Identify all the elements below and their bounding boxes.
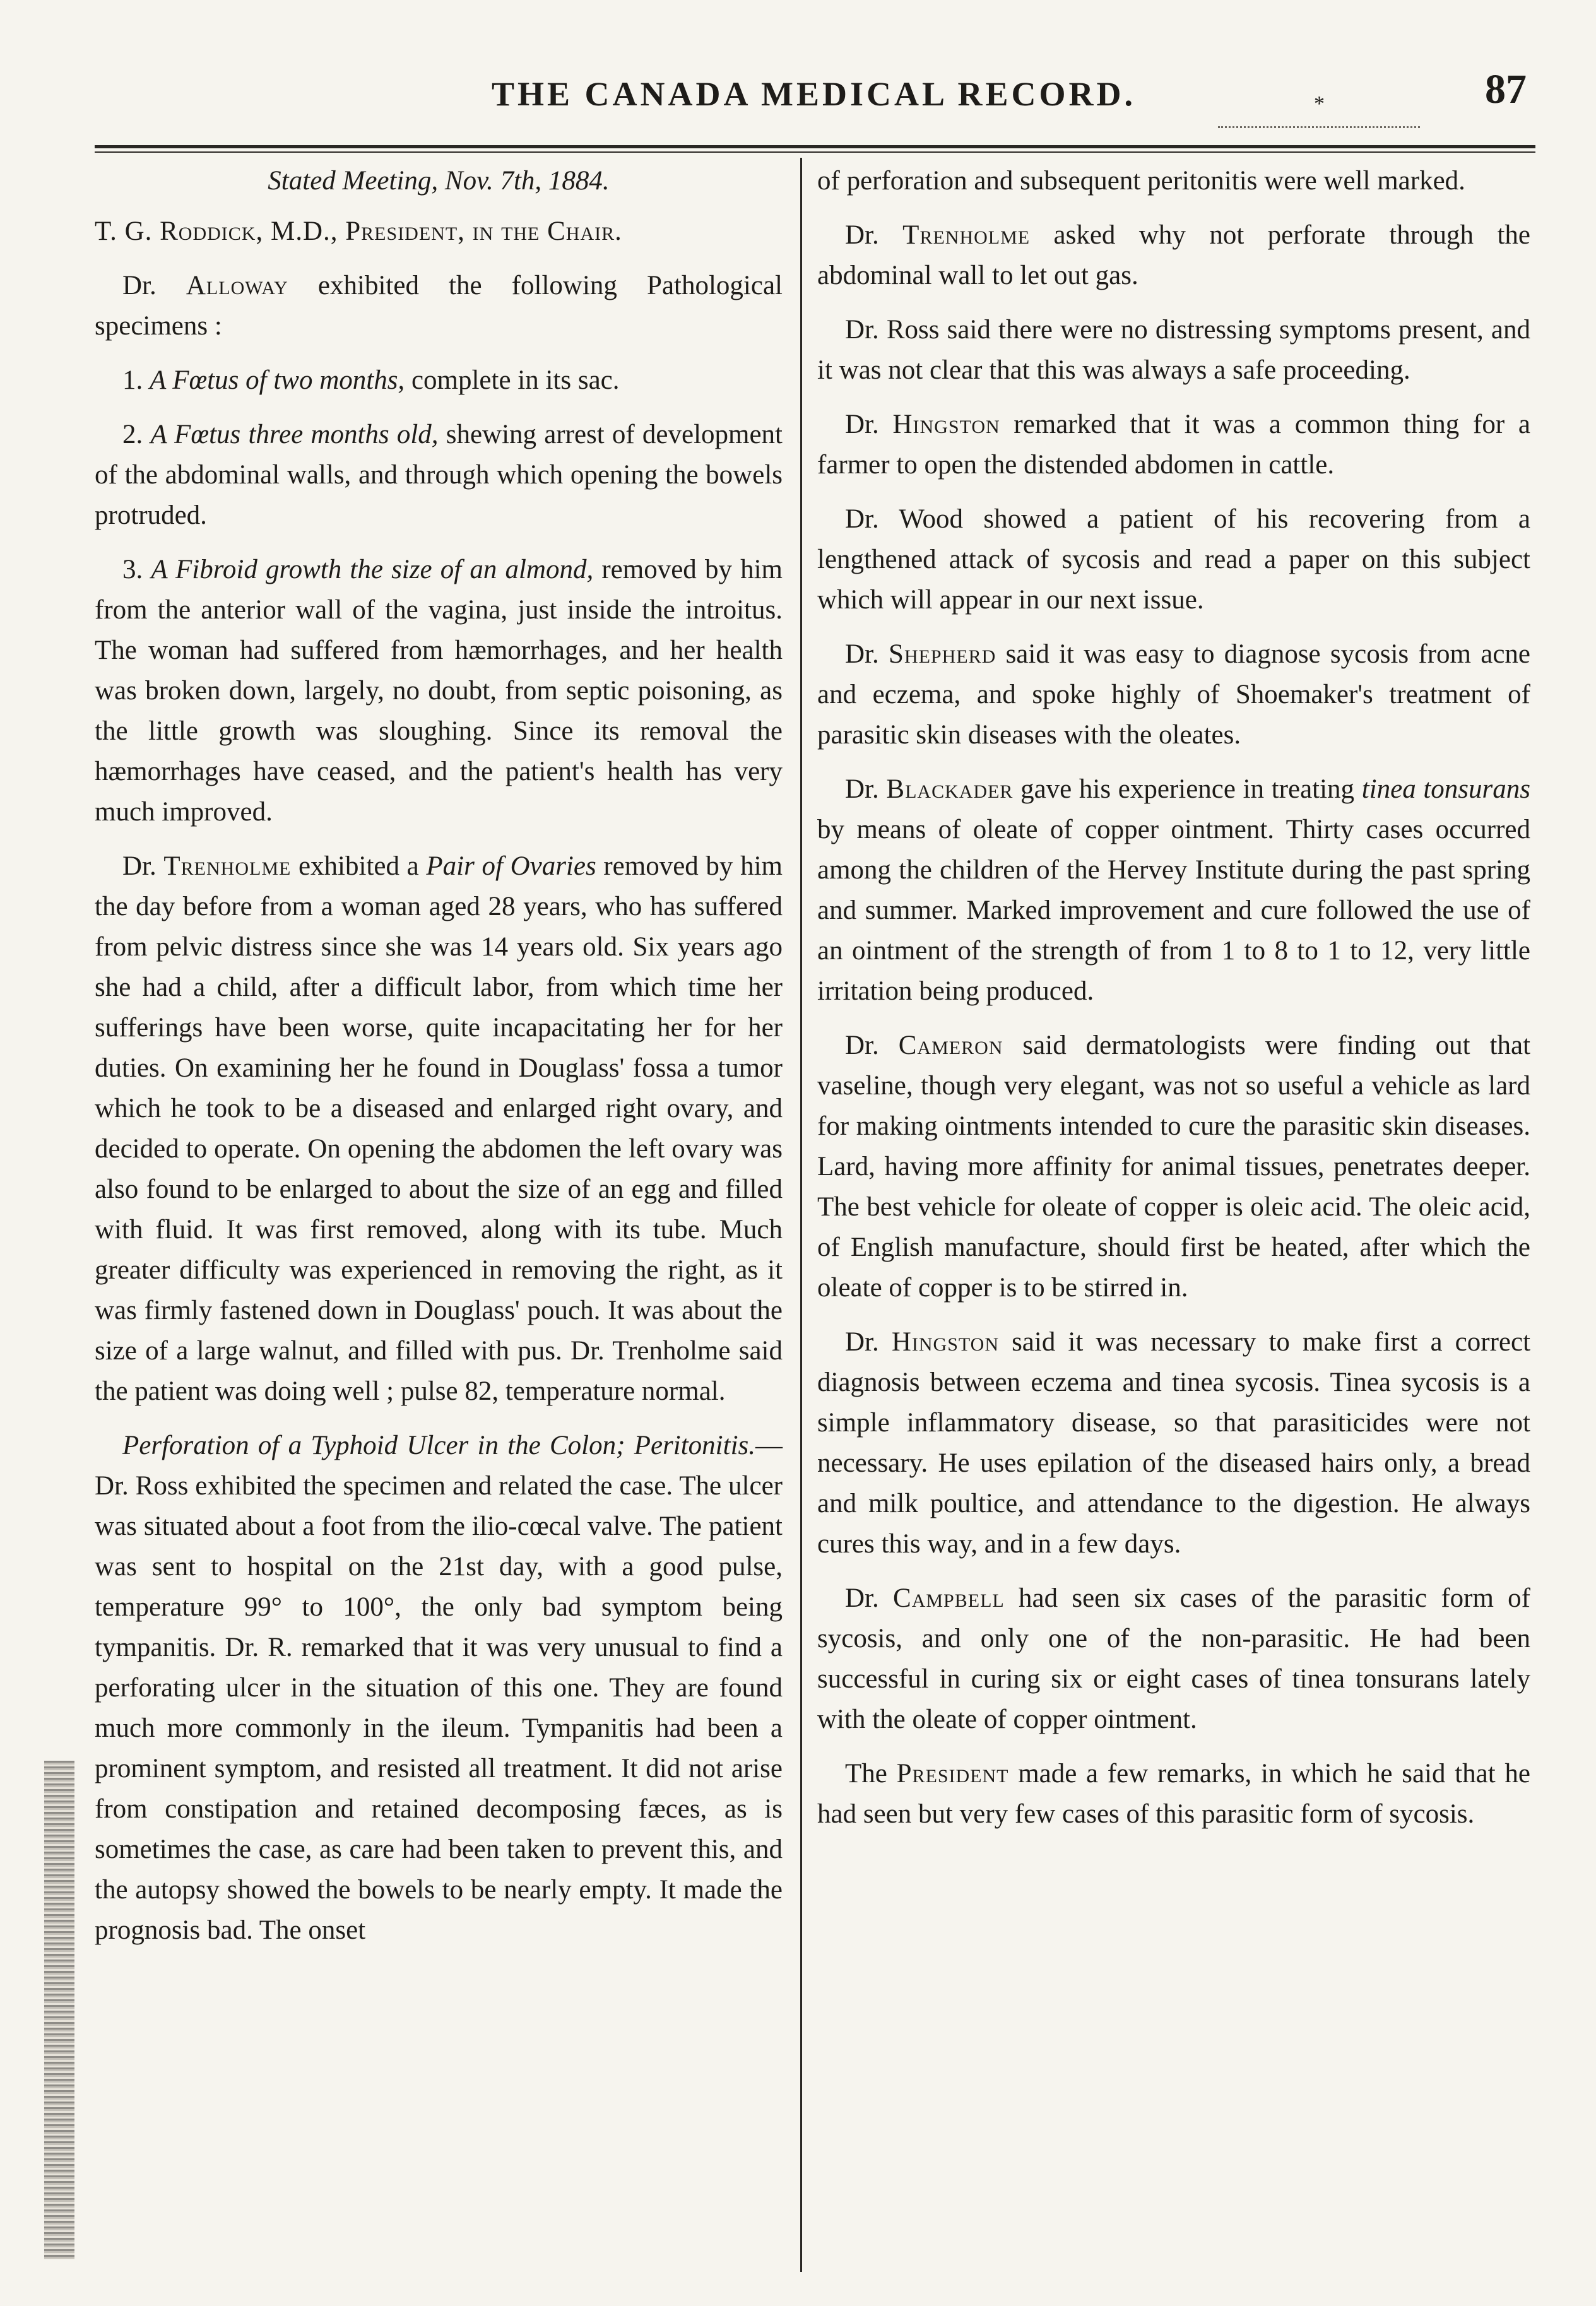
text-run: complete in its sac. [405,365,620,395]
small-caps-name: Hingston [892,410,1000,439]
paragraph [95,360,783,401]
text-run: had seen six cases of the parasitic form of sycosis, and only one of the non-parasitic. He had been successful in curing six or eight cases of tinea tonsurans lately with the oleate of copper ointment. [817,1583,1530,1734]
scan-edge-artifact [44,1761,74,2259]
italic-text: A Fœtus three months old, [150,420,439,449]
text-run: removed by him the day before from a woman aged 28 years, who has suffered from pelvic distress since she was 14 years old. Six years ago she had a child, after a difficult labor, from which time her sufferings have been worse, quite incapacitating her for her duties. On examining her he found in Douglass' fossa a tumor which he took to be a diseased and enlarged right ovary, and decided to operate. On opening the abdomen the left ovary was also found to be enlarged to about the size of an egg and filled with fluid. It was first removed, along with its tube. Much greater difficulty was experienced in removing the right, as it was firmly fastened down in Douglass' pouch. It was about the size of a large walnut, and filled with pus. Dr. Trenholme said the patient was doing well ; pulse 82, temperature normal. [95,851,783,1406]
text-run: The [845,1759,897,1789]
header-rule-thick [95,145,1535,148]
paragraph [817,161,1530,201]
paragraph [95,266,783,346]
small-caps-name: T. G. Roddick, M.D., President, in the Chair. [95,216,622,246]
paragraph [95,1426,783,1951]
right-column [817,161,1530,1848]
small-caps-name: President [896,1759,1009,1789]
small-caps-name: Hingston [891,1327,999,1357]
text-run: Dr. [845,1031,899,1060]
paragraph [817,634,1530,755]
paragraph [95,415,783,536]
italic-text: A Fibroid growth the size of an almond, [151,555,594,584]
paragraph [817,215,1530,296]
text-run: asked why not perforate through the abdominal wall to let out gas. [817,220,1530,290]
text-run: Dr. [845,639,889,669]
text-run: remarked that it was a common thing for a farmer to open the distended abdomen in cattle. [817,410,1530,480]
text-run: said it was easy to diagnose sycosis from acne and eczema, and spoke highly of Shoemaker's treatment of parasitic skin diseases with the oleates. [817,639,1531,750]
text-run: Dr. [845,1583,894,1613]
text-run: Dr. [845,1327,892,1357]
small-caps-name: Trenholme [902,220,1031,250]
meeting-heading [95,161,783,201]
text-run: said dermatologists were finding out that vaseline, though very elegant, was not so useful a vehicle as lard for making ointments intended to cure the parasitic skin diseases. Lard, having more affinity for animal tissues, penetrates deeper. The best vehicle for oleate of copper is oleic acid. The oleic acid, of English manufacture, should first be heated, after which the oleate of copper is to be stirred in. [817,1031,1531,1303]
text-run: exhibited a [291,851,427,881]
small-caps-name: Cameron [898,1031,1003,1060]
text-run: Dr. [122,271,186,300]
text-run: Dr. Ross said there were no distressing symptoms present, and it was not clear that this was always a safe proceeding. [817,315,1530,385]
text-run: exhibited the following Pathological specimens : [95,271,783,341]
text-run: Dr. [845,410,893,439]
italic-text: tinea tonsurans [1361,774,1531,804]
paragraph [817,769,1530,1012]
small-caps-name: Blackader [886,774,1014,804]
printer-mark: * [1314,92,1325,115]
left-column [95,161,783,1965]
paragraph [817,499,1530,620]
header-rule-thin [95,151,1535,153]
text-run: 2. [122,420,151,449]
text-run: Dr. [845,774,887,804]
paragraph [817,310,1530,391]
text-run: gave his experience in treating [1013,774,1362,804]
text-run: 3. [122,555,151,584]
running-title: THE CANADA MEDICAL RECORD. [491,75,1137,113]
italic-text: Perforation of a Typhoid Ulcer in the Colon; Peritonitis. [122,1431,755,1460]
paragraph [817,1026,1530,1308]
paragraph [817,405,1530,485]
chair-line [95,211,783,252]
paragraph [95,550,783,832]
text-run: shewing arrest of development of the abdominal walls, and through which opening the bowels protruded. [95,420,783,530]
italic-text: A Fœtus of two months, [150,365,405,395]
text-run: by means of oleate of copper ointment. Thirty cases occurred among the children of the Hervey Institute during the past spring and summer. Marked improvement and cure followed the use of an ointment of the strength of from 1 to 8 to 1 to 12, very little irritation being produced. [817,815,1530,1006]
text-run: Dr. [845,220,903,250]
text-run: made a few remarks, in which he said that he had seen but very few cases of this parasitic form of sycosis. [817,1759,1530,1829]
page-number: 87 [1485,66,1527,112]
text-run: removed by him from the anterior wall of the vagina, just inside the introitus. The woman had suffered from hæmorrhages, and her health was broken down, largely, no doubt, from septic poisoning, as the little growth was sloughing. Since its removal the hæmorrhages have ceased, and the patient's health has very much improved. [95,555,783,827]
italic-text: Stated Meeting, Nov. 7th, 1884. [268,166,610,196]
paragraph [817,1322,1530,1564]
text-run: 1. [122,365,150,395]
column-divider [800,158,802,2272]
small-caps-name: Campbell [893,1583,1005,1613]
header-dotted-rule [1218,126,1420,128]
text-run: said it was necessary to make first a correct diagnosis between eczema and tinea sycosis. Tinea sycosis is a simple inflammatory disease, so that parasiticides were not necessary. He uses epilation of the diseased hairs only, a bread and milk poultice, and attendance to the digestion. He always cures this way, and in a few days. [817,1327,1531,1559]
paragraph [817,1754,1530,1835]
small-caps-name: Shepherd [889,639,996,669]
italic-text: Pair of Ovaries [426,851,596,881]
paragraph [95,846,783,1412]
small-caps-name: Alloway [186,271,288,300]
text-run: Dr. Wood showed a patient of his recovering from a lengthened attack of sycosis and read a paper on this subject which will appear in our next issue. [817,504,1530,615]
text-run: Dr. [122,851,164,881]
paragraph [817,1578,1530,1740]
text-run: —Dr. Ross exhibited the specimen and related the case. The ulcer was situated about a foot from the ilio-cœcal valve. The patient was sent to hospital on the 21st day, with a good pulse, temperature 99° to 100°, the only bad symptom being tympanitis. Dr. R. remarked that it was very unusual to find a perforating ulcer in the situation of this one. They are found much more commonly in the ileum. Tympanitis had been a prominent symptom, and resisted all treatment. It did not arise from constipation and retained decomposing fæces, as is sometimes the case, as care had been taken to prevent this, and the autopsy showed the bowels to be nearly empty. It made the prognosis bad. The onset [95,1431,783,1945]
text-run: of perforation and subsequent peritonitis were well marked. [817,166,1465,196]
small-caps-name: Trenholme [163,851,292,881]
